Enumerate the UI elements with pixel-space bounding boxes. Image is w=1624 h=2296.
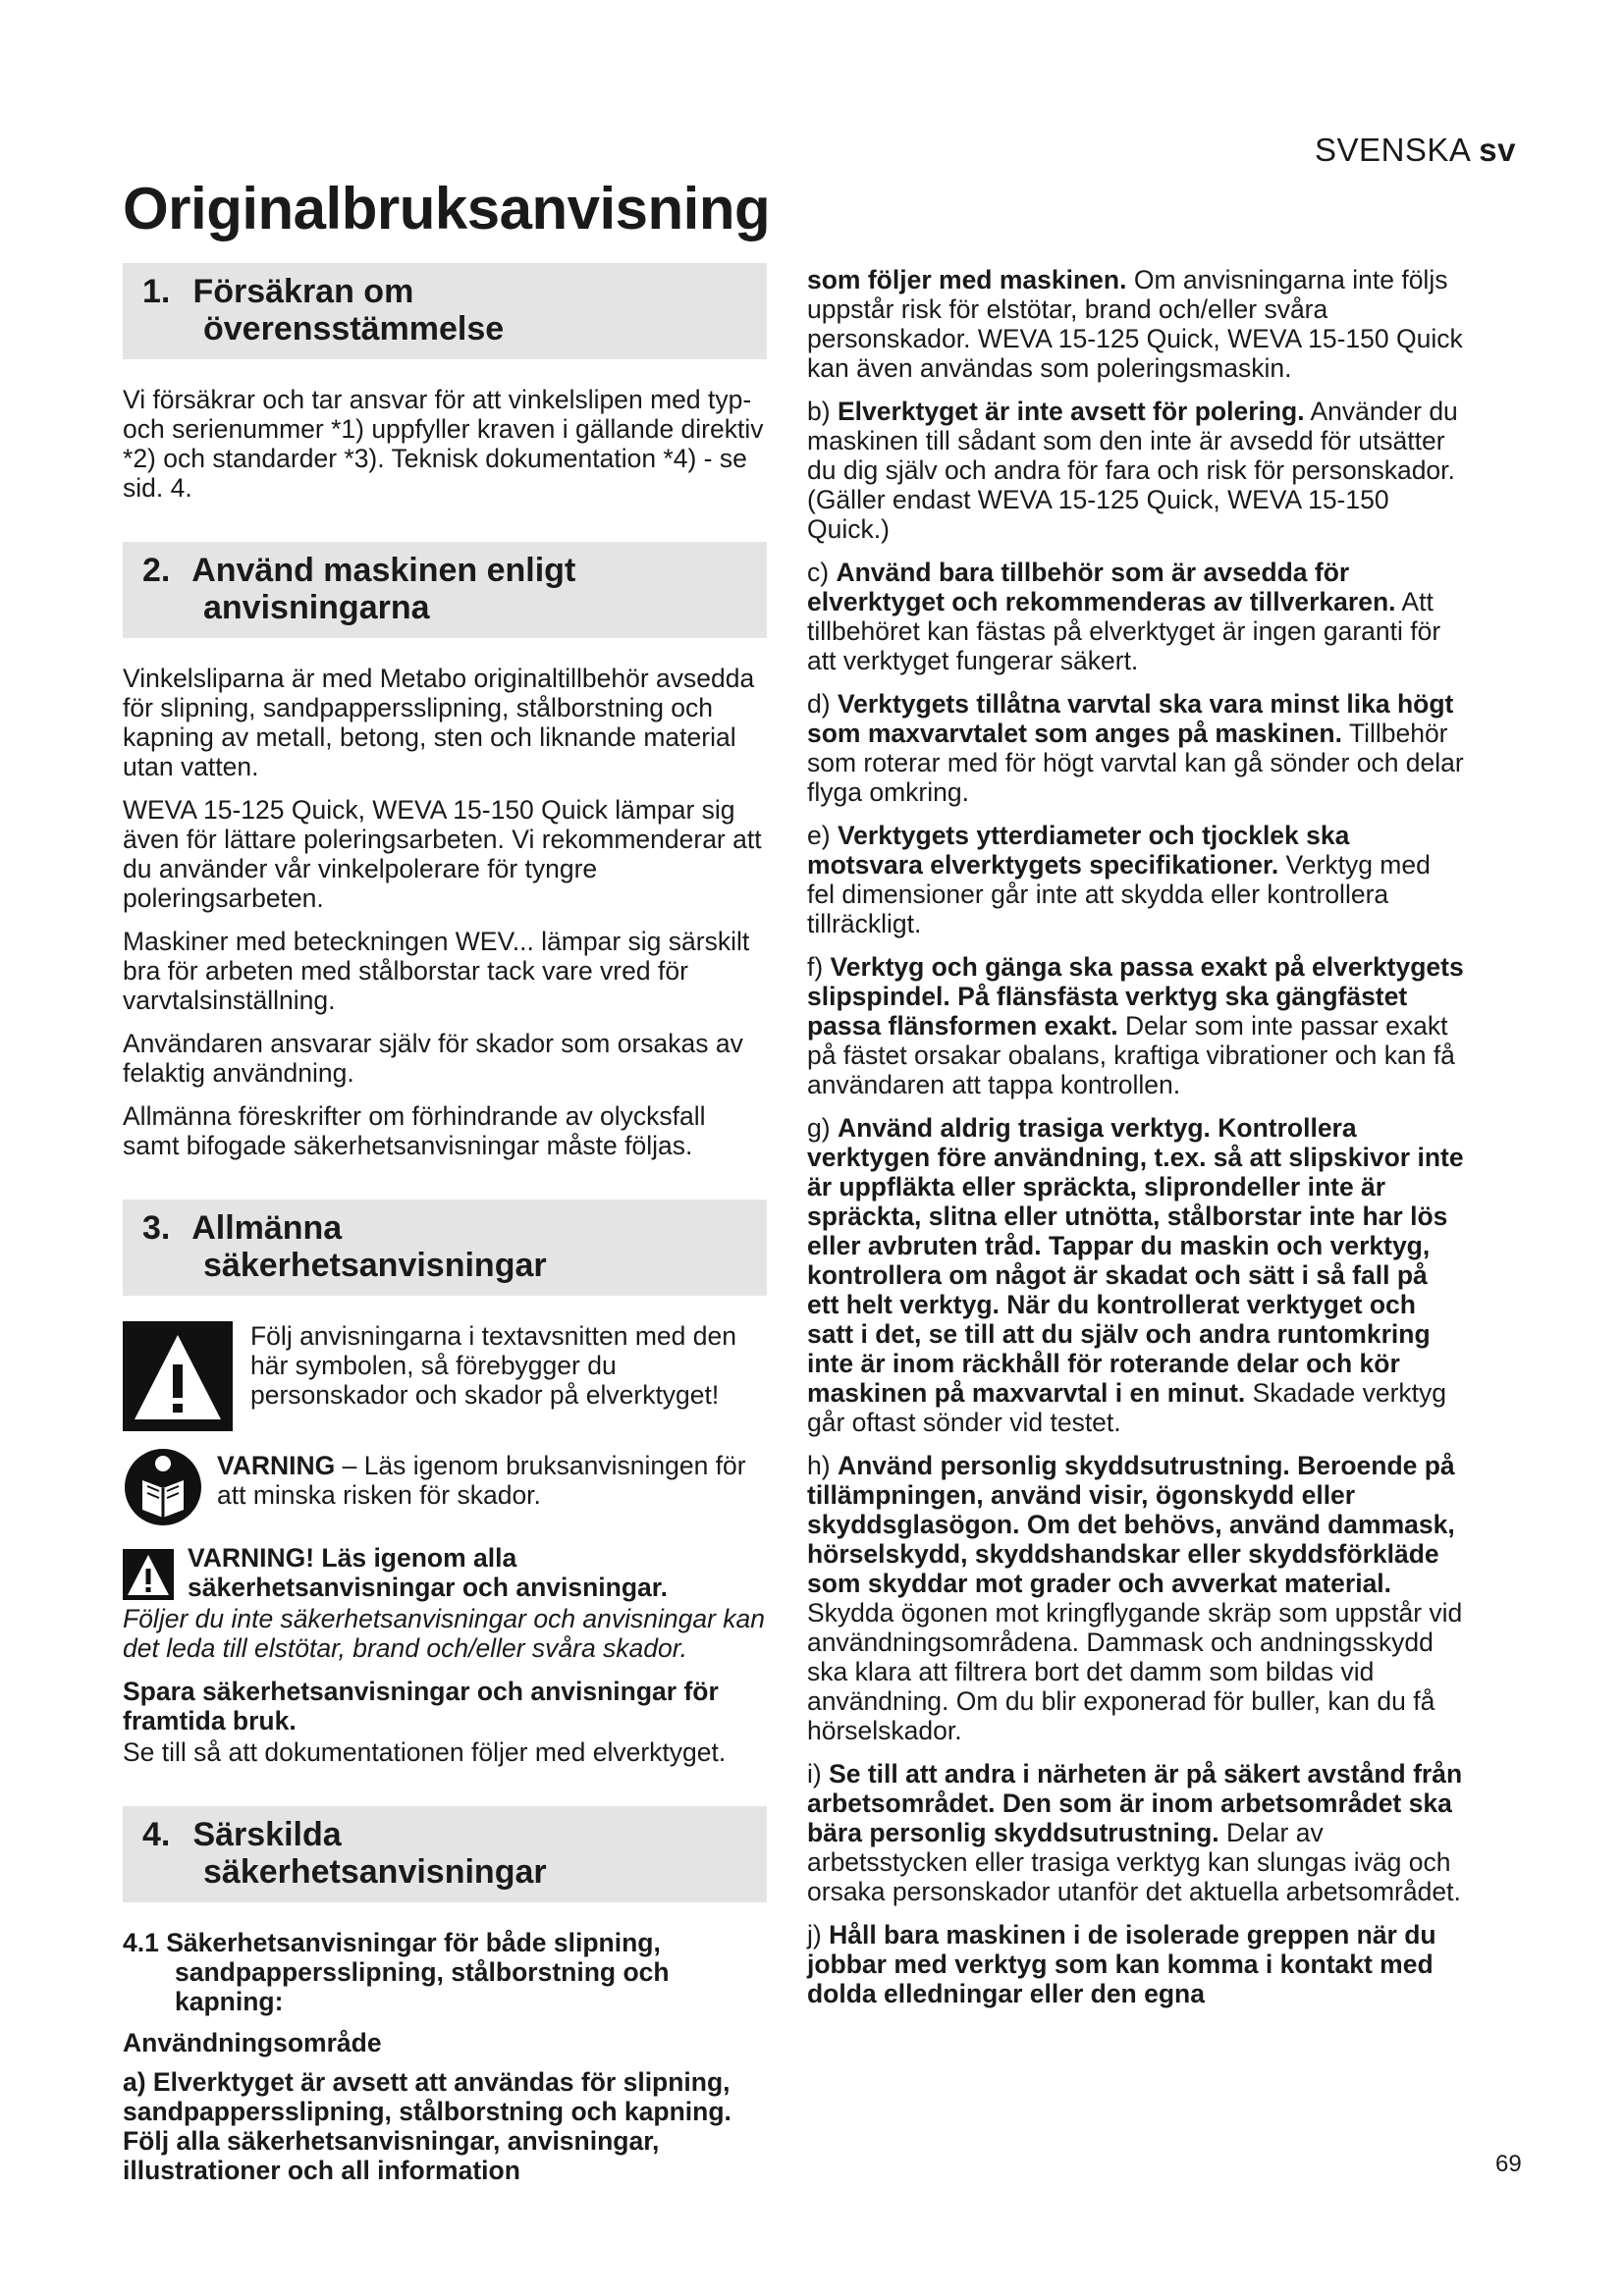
subsection-4-1-heading [123,1928,767,2016]
item-prefix: f) [807,952,831,982]
body-text: Använder du maskinen till sådant som den inte är avsedd för utsätter du dig själv och andra för fara och risk för personskador. (Gäller endast WEVA 15-125 Quick, WEVA 15-150 Quick.) [807,397,1458,544]
item-prefix: d) [807,689,838,719]
paragraph: Vinkelsliparna är med Metabo originaltillbehör avsedda för slipning, sandpappersslipning, stålborstning och kapning av metall, betong, sten och liknande material utan vatten. [123,664,755,781]
subsection-title-line: kapning: [175,1987,284,2016]
item-prefix: c) [807,558,837,587]
section-title-line: säkerhetsanvisningar [203,1247,547,1284]
item-f [807,952,1465,1099]
warning-triangle-icon [123,1321,233,1431]
item-prefix: e) [807,821,838,850]
general-warning [123,1543,767,1602]
body-text: Tillbehör som roterar med för högt varvtal kan gå sönder och delar flyga omkring. [807,719,1464,807]
section-number: 2. [142,552,171,589]
item-d [807,689,1465,807]
subsection-number: 4.1 [123,1928,159,1957]
section-2-heading [123,542,767,638]
subsection-title-line: Säkerhetsanvisningar för både slipning, [166,1928,661,1957]
bold-text: Elverktyget är inte avsett för polering. [837,397,1305,426]
bold-text: Håll bara maskinen i de isolerade greppen när du jobbar med verktyg som kan komma i kontakt med dolda elledningar eller den egna [807,1920,1436,2008]
section-title-line: Allmänna [191,1209,343,1247]
paragraph: Användaren ansvarar själv för skador som orsakas av felaktig användning. [123,1029,743,1088]
paragraph: Vi försäkrar och tar ansvar för att vinkelslipen med typ- och serienummer *1) uppfyller kraven i gällande direktiv *2) och standarder *3). Teknisk dokumentation *4) - se sid. 4. [123,385,764,503]
section-title-line: överensstämmelse [203,310,505,347]
symbol-note-text: Följ anvisningarna i textavsnitten med den här symbolen, så förebygger du personskador och skador på elverktyget! [250,1321,736,1410]
item-prefix: b) [807,397,838,426]
item-c [807,558,1465,675]
section-1-heading [123,263,767,359]
read-manual-note [123,1447,767,1527]
bold-text: Verktygets ytterdiameter och tjocklek ska motsvara elverktygets specifikationer. [807,821,1350,880]
body-text: Att tillbehöret kan fästas på elverktyget är ingen garanti för att verktyget fungerar säkert. [807,587,1441,675]
item-e [807,821,1465,938]
warning-label: VARNING [217,1451,336,1480]
paragraph: Maskiner med beteckningen WEV... lämpar sig särskilt bra för arbeten med stålborstar tack vare vred för varvtalsinställning. [123,927,750,1015]
body-text: Skydda ögonen mot kringflygande skräp som uppstår vid användningsområdena. Dammask och andningsskydd ska klara att filtrera bort det damm som bildas vid användning. Om du blir exponerad för buller, kan du få hörselskador. [807,1598,1463,1745]
page-number: 69 [1495,2151,1522,2177]
bold-text: Se till att andra i närheten är på säkert avstånd från arbetsområdet. Den som är inom arbetsområdet ska bära personlig skyddsutrustning. [807,1759,1463,1847]
warning-triangle-icon [123,1549,174,1600]
body-text: Delar som inte passar exakt på fästet orsakar obalans, kraftiga vibrationer och kan få användaren att tappa kontrollen. [807,1011,1455,1099]
section-title-line: anvisningarna [203,589,430,626]
item-j [807,1920,1465,2008]
section-title-line: Försäkran om [192,273,414,310]
item-a: a) Elverktyget är avsett att användas för slipning, sandpappersslipning, stålborstning och kapning. Följ alla säkerhetsanvisningar, anvisningar, illustrationer och all information [123,2067,731,2185]
bold-text: Använd aldrig trasiga verktyg. Kontrollera verktygen före användning, t.ex. så att slipskivor inte är uppfläkta eller spräckta, sliprondeller inte är spräckta, slitna eller utnötta, stålborstar inte har lös eller avbruten tråd. Tappar du maskin och verktyg, kontrollera om något är skadat och sätt i så fall på ett helt verktyg. När du kontrollerat verktyget och satt i det, se till att du själv och andra runtomkring inte är inom räckhåll för roterande delar och kör maskinen på maxvarvtal i en minut. [807,1113,1464,1408]
body-text: Verktyg med fel dimensioner går inte att skydda eller kontrollera tillräckligt. [807,850,1431,938]
language-name: SVENSKA [1315,132,1470,168]
body-text: Om anvisningarna inte följs uppstår risk för elstötar, brand och/eller svåra personskador. WEVA 15-125 Quick, WEVA 15-150 Quick kan även användas som poleringsmaskin. [807,265,1463,383]
section-number: 3. [142,1209,171,1247]
bold-text: Använd bara tillbehör som är avsedda för elverktyget och rekommenderas av tillverkaren. [807,558,1396,616]
bold-text: Verktyg och gänga ska passa exakt på elverktygets slipspindel. På flänsfästa verktyg ska gängfästet passa flänsformen exakt. [807,952,1464,1041]
paragraph: Allmänna föreskrifter om förhindrande av olycksfall samt bifogade säkerhetsanvisningar måste följas. [123,1101,706,1160]
section-number: 1. [142,273,171,310]
warning-text: – Läs igenom bruksanvisningen för att minska risken för skador. [217,1451,746,1510]
section-3-heading [123,1200,767,1296]
left-column [123,263,767,2199]
warning-heading: VARNING! Läs igenom alla säkerhetsanvisningar och anvisningar. [188,1543,668,1602]
right-column [807,265,1465,2022]
section-title-line: Särskilda [192,1816,342,1853]
item-prefix: j) [807,1920,830,1949]
bold-text: som följer med maskinen. [807,265,1127,294]
section-number: 4. [142,1816,171,1853]
section-4-heading [123,1806,767,1902]
item-prefix: i) [807,1759,830,1789]
section-title-line: Använd maskinen enligt [191,552,576,589]
paragraph: WEVA 15-125 Quick, WEVA 15-150 Quick lämpar sig även för lättare poleringsarbeten. Vi rekommenderar att du använder vår vinkelpolerare för tyngre poleringsarbeten. [123,795,762,913]
body-text: Delar av arbetsstycken eller trasiga verktyg kan slungas iväg och orsaka personskador utanför det aktuella arbetsområdet. [807,1818,1461,1906]
subsection-title-line: sandpappersslipning, stålborstning och [175,1957,670,1987]
read-manual-icon [123,1447,203,1527]
document-title: Originalbruksanvisning [123,176,771,241]
symbol-note [123,1321,767,1431]
usage-heading: Användningsområde [123,2028,382,2057]
save-instructions-heading: Spara säkerhetsanvisningar och anvisningar för framtida bruk. [123,1677,719,1735]
item-g [807,1113,1465,1437]
item-h [807,1451,1465,1745]
item-a-continued [807,265,1465,383]
item-b [807,397,1465,544]
bold-text: Använd personlig skyddsutrustning. Beroende på tillämpningen, använd visir, ögonskydd eller skyddsglasögon. Om det behövs, använd dammask, hörselskydd, skyddshandskar eller skyddsförkläde som skyddar mot grader och avverkat material. [807,1451,1455,1598]
language-code: sv [1479,132,1516,168]
language-label [1315,132,1516,169]
body-text: Skadade verktyg går oftast sönder vid testet. [807,1378,1447,1437]
item-prefix: g) [807,1113,838,1143]
paragraph: Se till så att dokumentationen följer med elverktyget. [123,1737,727,1767]
item-prefix: h) [807,1451,838,1480]
warning-italic-text: Följer du inte säkerhetsanvisningar och anvisningar kan det leda till elstötar, brand och/eller svåra skador. [123,1604,766,1663]
section-title-line: säkerhetsanvisningar [203,1853,547,1891]
bold-text: Verktygets tillåtna varvtal ska vara minst lika högt som maxvarvtalet som anges på maskinen. [807,689,1454,748]
item-i [807,1759,1465,1906]
